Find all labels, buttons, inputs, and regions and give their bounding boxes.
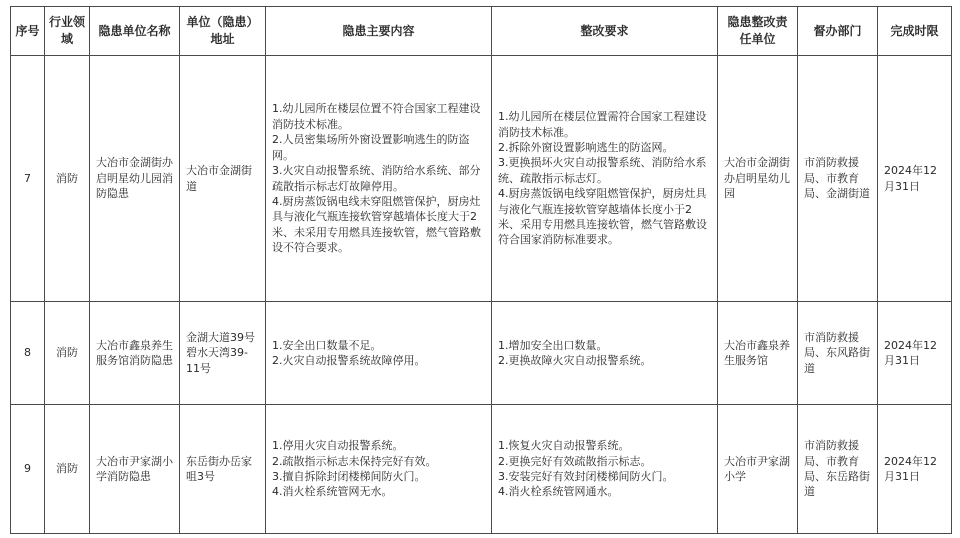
content-list [272,338,485,369]
list-item: 1.幼儿园所在楼层位置需符合国家工程建设消防技术标准。 [498,110,707,139]
list-item: 4.厨房蒸饭锅电线穿阻燃管保护，厨房灶具与液化气瓶连接软管穿越墙体长度小于2米、采用专用燃具连接软管，燃气管路敷设符合国家消防标准要求。 [498,187,707,247]
cell-address: 东岳街办岳家咀3号 [180,405,266,534]
list-item: 3.火灾自动报警系统、消防给水系统、部分疏散指示标志灯故障停用。 [272,164,481,193]
list-item: 2.火灾自动报警系统故障停用。 [272,354,426,367]
cell-supervisor: 市消防救援局、东风路街道 [798,302,878,405]
cell-supervisor: 市消防救援局、市教育局、东岳路街道 [798,405,878,534]
cell-deadline: 2024年12月31日 [878,302,952,405]
cell-responsible: 大冶市鑫泉养生服务馆 [718,302,798,405]
header-industry: 行业领域 [45,7,90,56]
list-item: 2.人员密集场所外窗设置影响逃生的防盗网。 [272,133,470,162]
list-item: 3.更换损坏火灾自动报警系统、消防给水系统、疏散指示标志灯。 [498,156,707,185]
requirement-list [498,109,711,248]
header-unit-name: 隐患单位名称 [90,7,180,56]
list-item: 1.安全出口数量不足。 [272,338,382,352]
list-item: 4.消火栓系统管网通水。 [498,485,619,499]
list-item: 2.更换完好有效疏散指示标志。 [498,454,652,468]
cell-unit-name: 大冶市尹家湖小学消防隐患 [90,405,180,534]
cell-deadline: 2024年12月31日 [878,405,952,534]
cell-seq: 9 [11,405,45,534]
cell-address: 金湖大道39号碧水天湾39-11号 [180,302,266,405]
list-item: 1.停用火灾自动报警系统。 [272,439,404,453]
cell-unit-name: 大冶市鑫泉养生服务馆消防隐患 [90,302,180,405]
list-item: 3.擅自拆除封闭楼梯间防火门。 [272,470,426,483]
cell-seq: 8 [11,302,45,405]
content-list [272,101,485,255]
list-item: 1.幼儿园所在楼层位置不符合国家工程建设消防技术标准。 [272,102,481,131]
cell-requirement [492,302,718,405]
cell-deadline: 2024年12月31日 [878,56,952,302]
list-item: 1.增加安全出口数量。 [498,338,608,352]
header-address: 单位（隐患）地址 [180,7,266,56]
table-header-row [11,7,952,56]
header-seq: 序号 [11,7,45,56]
requirement-list [498,338,711,369]
header-supervisor: 督办部门 [798,7,878,56]
table-row [11,302,952,405]
list-item: 2.更换故障火灾自动报警系统。 [498,354,652,367]
content-list [272,438,485,500]
cell-requirement [492,56,718,302]
cell-unit-name: 大冶市金湖街办启明星幼儿园消防隐患 [90,56,180,302]
table-row [11,56,952,302]
list-item: 3.安装完好有效封闭楼梯间防火门。 [498,470,674,483]
header-deadline: 完成时限 [878,7,952,56]
list-item: 4.厨房蒸饭锅电线未穿阻燃管保护，厨房灶具与液化气瓶连接软管穿越墙体长度大于2米、未采用专用燃具连接软管，燃气管路敷设不符合要求。 [272,194,481,255]
cell-content [266,56,492,302]
hazard-rectification-table [10,6,952,534]
cell-industry: 消防 [45,56,90,302]
table-row [11,405,952,534]
requirement-list [498,438,711,500]
header-requirement: 整改要求 [492,7,718,56]
list-item: 2.疏散指示标志未保持完好有效。 [272,454,437,468]
list-item: 1.恢复火灾自动报警系统。 [498,439,630,453]
cell-responsible: 大冶市尹家湖小学 [718,405,798,534]
hazard-rectification-table-page [10,6,952,534]
cell-requirement [492,405,718,534]
list-item: 2.拆除外窗设置影响逃生的防盗网。 [498,140,674,154]
list-item: 4.消火栓系统管网无水。 [272,485,393,499]
cell-seq: 7 [11,56,45,302]
header-responsible: 隐患整改责任单位 [718,7,798,56]
cell-responsible: 大冶市金湖街办启明星幼儿园 [718,56,798,302]
header-content: 隐患主要内容 [266,7,492,56]
cell-address: 大冶市金湖街道 [180,56,266,302]
cell-content [266,302,492,405]
cell-supervisor: 市消防救援局、市教育局、金湖街道 [798,56,878,302]
cell-industry: 消防 [45,405,90,534]
cell-content [266,405,492,534]
cell-industry: 消防 [45,302,90,405]
